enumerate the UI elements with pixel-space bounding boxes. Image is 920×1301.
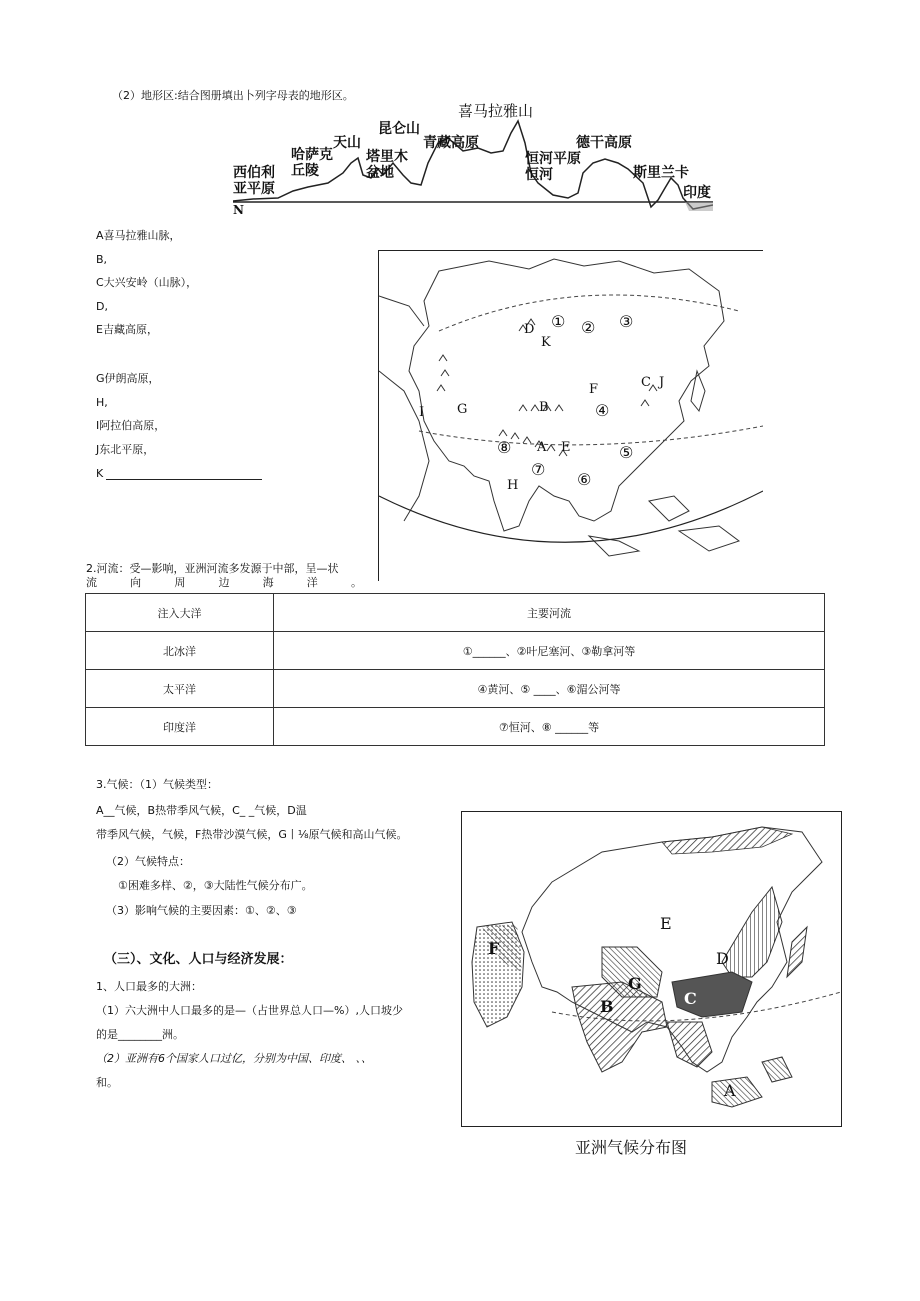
climate-factors: （3）影响气候的主要因素：①、②、③: [106, 904, 297, 917]
table-row: [86, 670, 825, 708]
climate-map-caption: 亚洲气候分布图: [575, 1138, 688, 1157]
profile-label-tarim: 塔里木 盆地: [366, 149, 408, 181]
map2-letter-g: G: [628, 974, 642, 993]
table-cell: 印度洋: [86, 708, 274, 746]
asia-landform-map-drawing: [379, 251, 763, 581]
rivers-intro-char: 流: [86, 576, 97, 589]
map1-circle-7: ⑦: [531, 460, 546, 479]
landform-item-d: D,: [96, 300, 108, 313]
rivers-table: [85, 593, 825, 746]
profile-label-indian: 印度: [683, 185, 711, 201]
table-header-cell: 主要河流: [274, 594, 825, 632]
landform-k-blank: [106, 479, 262, 480]
profile-label-deccan: 德干高原: [576, 135, 632, 151]
rivers-intro-char: 海: [262, 576, 274, 589]
population-q2-line2: 和。: [96, 1076, 118, 1089]
population-q1-line2: 的是________洲。: [96, 1028, 184, 1041]
map1-letter-f: F: [589, 382, 599, 397]
map1-circle-4: ④: [595, 401, 610, 420]
population-q1-line1: （1）六大洲中人口最多的是—（占世界总人口—%）,人口坡少: [96, 1004, 403, 1017]
landform-item-a: A喜马拉雅山脉，: [96, 229, 181, 242]
landform-item-i: I阿拉伯高原，: [96, 419, 166, 432]
map2-letter-b: B: [600, 997, 614, 1016]
rivers-intro-char: 。: [350, 576, 362, 589]
map1-letter-b: B: [539, 400, 549, 415]
terrain-profile: [233, 103, 713, 218]
landform-item-g: G伊朗高原，: [96, 372, 160, 385]
map2-letter-c: C: [684, 989, 697, 1008]
rivers-intro-line1: 2.河流：受—影响，亚洲河流多发源于中部，呈—状: [86, 562, 339, 575]
profile-label-n: N: [233, 203, 244, 217]
table-cell: 北冰洋: [86, 632, 274, 670]
profile-label-ganges: 恒河平原 恒河: [525, 151, 581, 183]
rivers-intro-line2: [86, 576, 362, 590]
map1-circle-1: ①: [551, 312, 566, 331]
climate-line2: 带季风气候，气候，F热带沙漠气候，G丨⅛原气候和高山气候。: [96, 828, 408, 841]
map1-letter-k: K: [541, 335, 551, 350]
landform-item-b: B,: [96, 253, 108, 266]
map1-circle-6: ⑥: [577, 470, 592, 489]
population-q2-line1: （2）亚洲有6个国家人口过亿，分别为中国、印度、 、、: [96, 1052, 372, 1065]
asia-landform-map: [378, 250, 763, 581]
map1-letter-d: D: [524, 322, 535, 337]
landform-item-e: E吉藏高原，: [96, 323, 158, 336]
profile-label-kazakh: 哈萨克 丘陵: [291, 147, 333, 179]
map1-letter-j: J: [659, 375, 665, 390]
map1-letter-c: C: [641, 375, 651, 390]
map1-letter-e: E: [561, 440, 571, 455]
map2-letter-a: A: [724, 1081, 736, 1100]
profile-label-qingzang: 青藏高原: [423, 135, 479, 151]
profile-label-tianshan: 天山: [333, 135, 361, 151]
table-header-row: [86, 594, 825, 632]
profile-label-himalaya: 喜马拉雅山: [458, 102, 534, 120]
map1-letter-g: G: [457, 402, 468, 417]
map1-circle-2: ②: [581, 318, 596, 337]
table-cell: ⑦恒河、⑧ ______等: [274, 708, 825, 746]
section-title-culture: （三）、文化、人口与经济发展：: [104, 952, 293, 967]
climate-title: 3.气候：（1）气候类型：: [96, 778, 218, 791]
profile-label-srilanka: 斯里兰卡: [633, 165, 689, 181]
map2-letter-e: E: [660, 914, 672, 933]
landform-item-k: K: [96, 467, 104, 480]
asia-climate-map-drawing: [462, 812, 841, 1126]
map2-letter-d: D: [716, 949, 729, 968]
map1-letter-h: H: [507, 478, 519, 493]
map1-letter-a: A: [537, 440, 547, 455]
population-subtitle: 1、人口最多的大洲：: [96, 980, 202, 993]
rivers-intro-char: 周: [174, 576, 186, 589]
map1-circle-3: ③: [619, 312, 634, 331]
profile-label-kunlun: 昆仑山: [378, 121, 420, 137]
rivers-intro-char: 洋: [306, 576, 318, 589]
map1-circle-5: ⑤: [619, 443, 634, 462]
climate-features: ①困难多样、②，③大陆性气候分布广。: [118, 879, 313, 892]
asia-climate-map: [461, 811, 842, 1127]
rivers-intro-char: 边: [218, 576, 230, 589]
climate-line1: A__气候，B热带季风气候，C_ _气候，D温: [96, 804, 307, 817]
table-row: [86, 708, 825, 746]
landform-item-c: C大兴安岭（山脉），: [96, 276, 198, 289]
rivers-intro-char: 向: [130, 576, 142, 589]
table-cell: ④黄河、⑤ ____、⑥湄公河等: [274, 670, 825, 708]
landform-item-h: H,: [96, 396, 108, 409]
table-cell: 太平洋: [86, 670, 274, 708]
map1-circle-8: ⑧: [497, 438, 512, 457]
table-row: [86, 632, 825, 670]
landform-item-j: J东北平原，: [96, 443, 155, 456]
climate-features-title: （2）气候特点：: [106, 855, 190, 868]
map2-letter-f: F: [488, 939, 500, 958]
profile-label-westsib: 西伯利 亚平原: [233, 165, 275, 197]
table-header-cell: 注入大洋: [86, 594, 274, 632]
table-cell: ①______、②叶尼塞河、③勒拿河等: [274, 632, 825, 670]
landform-question: （2）地形区:结合图册填出卜列字母表的地形区。: [112, 89, 354, 102]
map1-letter-i: I: [419, 405, 425, 420]
